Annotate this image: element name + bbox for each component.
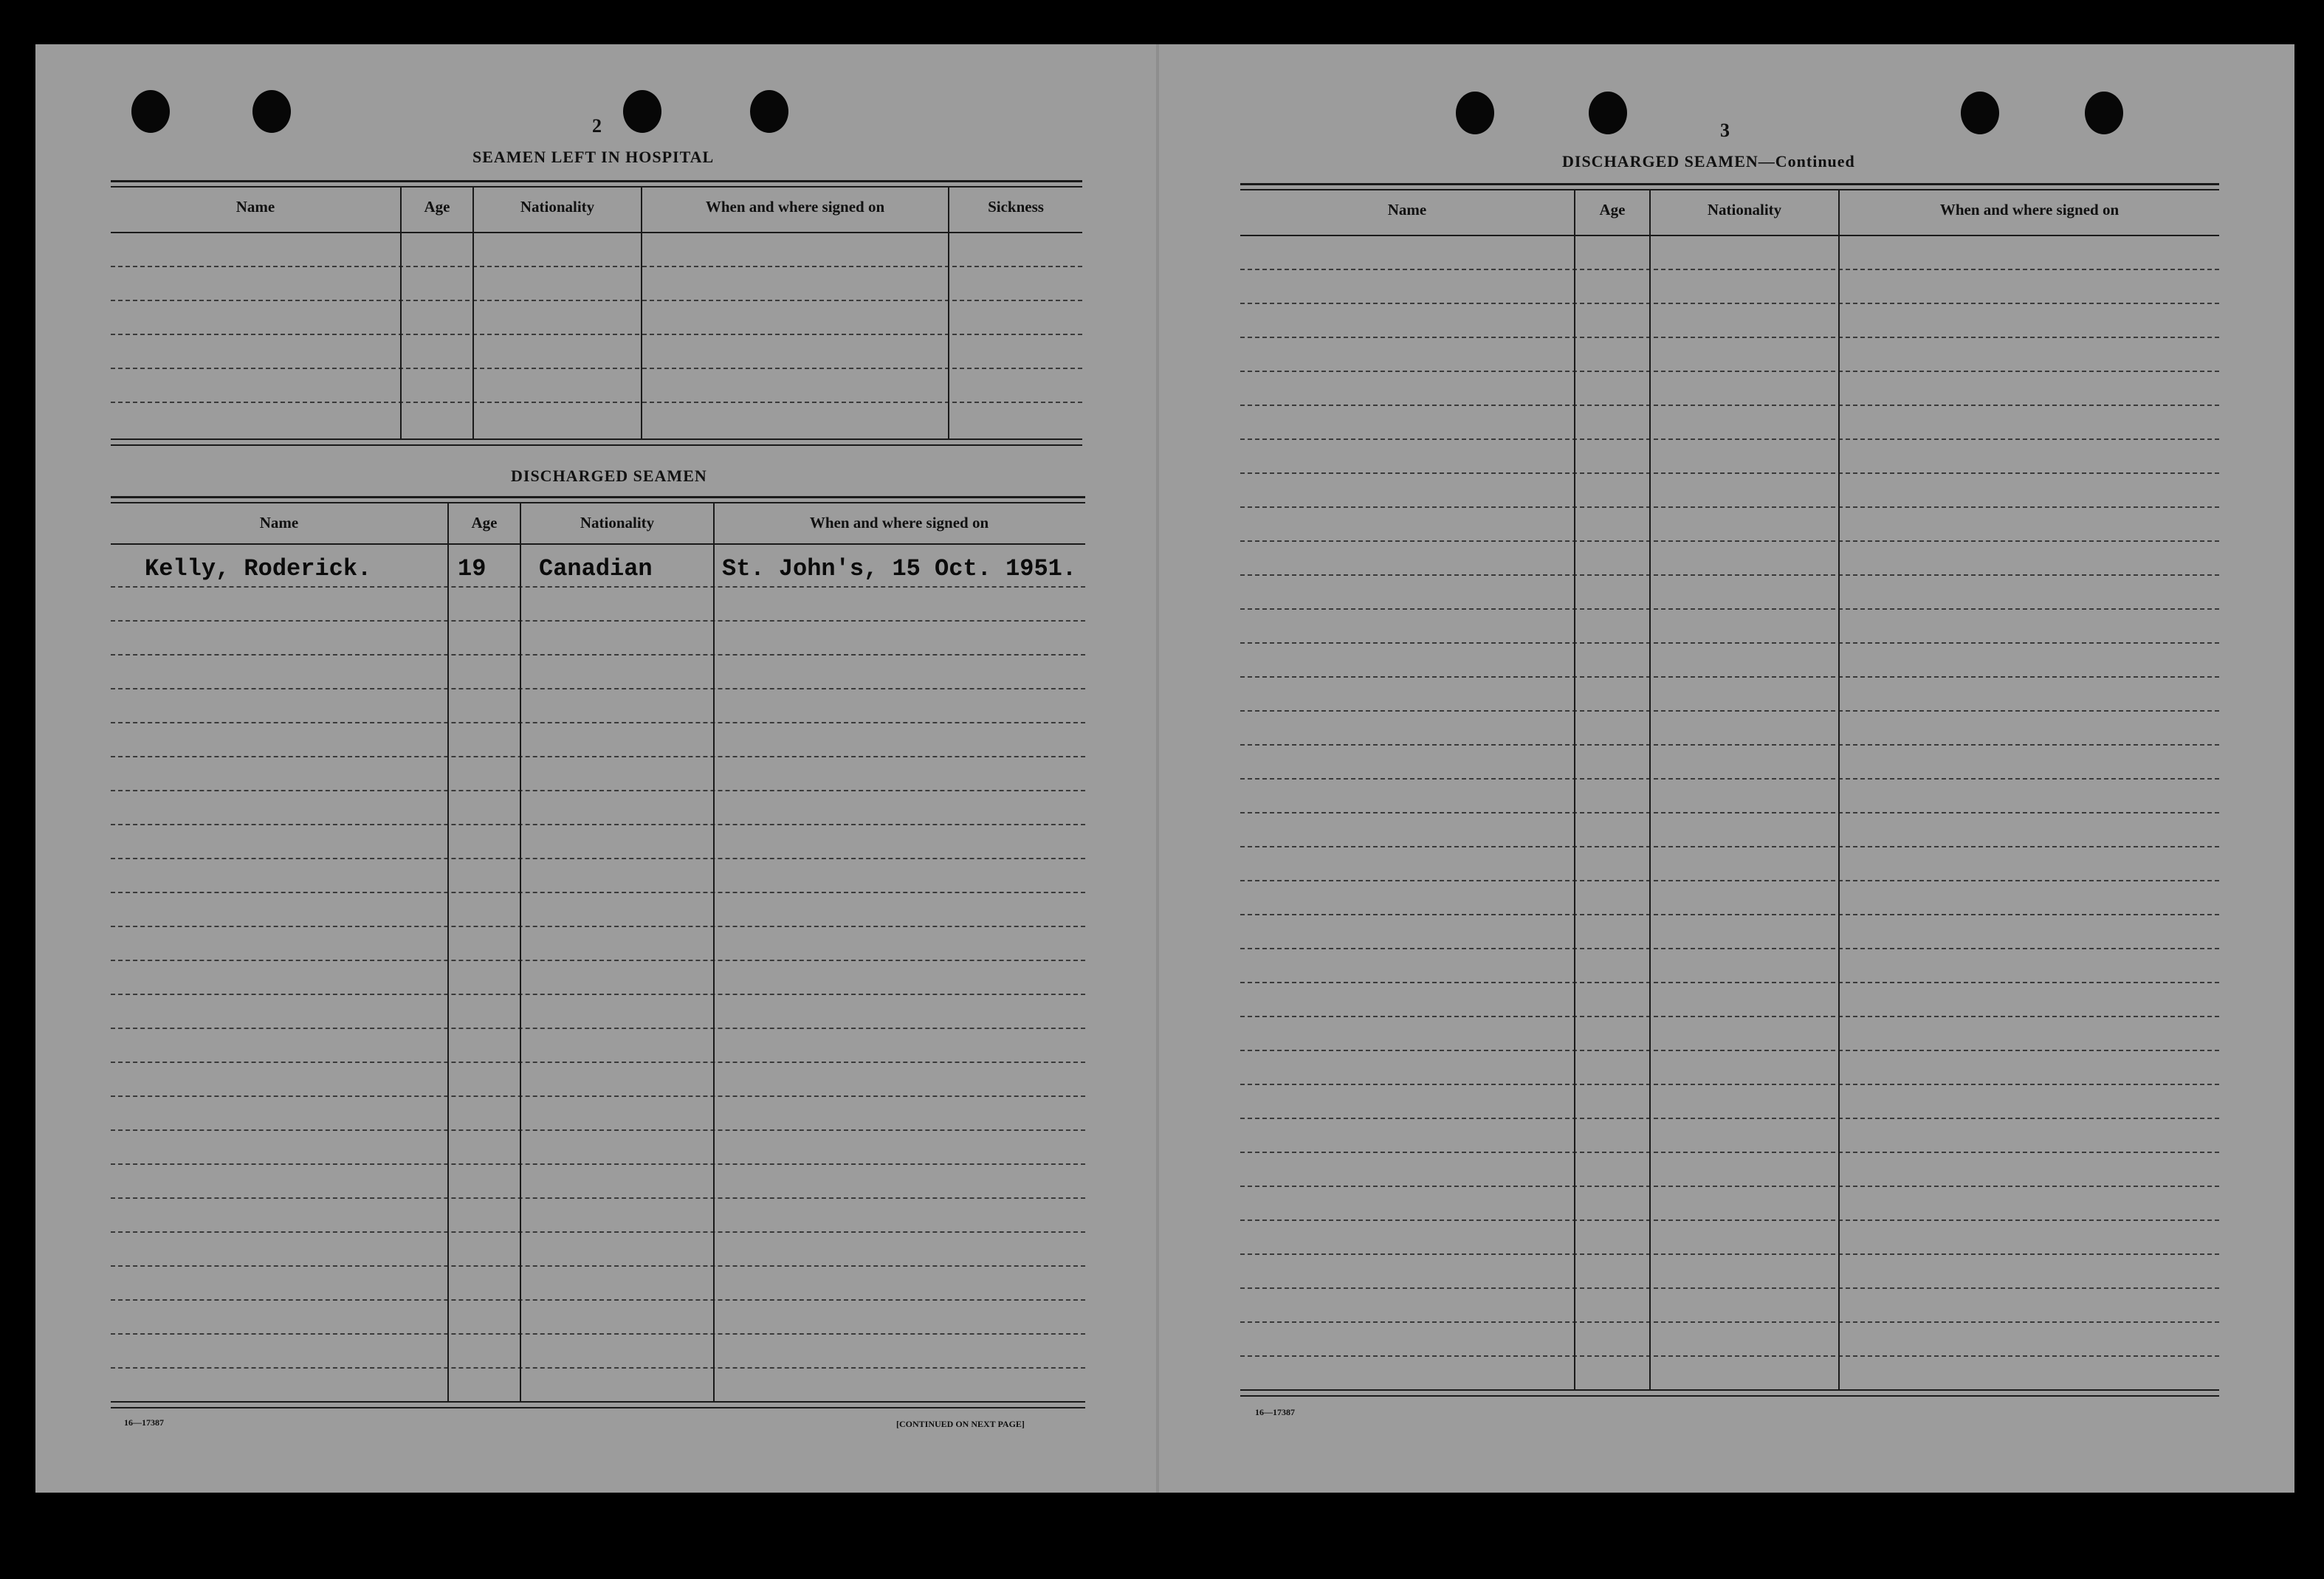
page-fold (1156, 44, 1159, 1493)
hospital-section-title: SEAMEN LEFT IN HOSPITAL (472, 148, 715, 166)
punch-hole (623, 90, 661, 133)
punch-hole (2085, 92, 2123, 134)
punch-hole (1589, 92, 1627, 134)
discharged-row-age: 19 (458, 555, 487, 582)
hospital-header-age: Age (424, 198, 450, 216)
discharged-row-nationality: Canadian (539, 555, 653, 582)
right-header-age: Age (1599, 201, 1626, 219)
right-header-nationality: Nationality (1707, 201, 1782, 219)
right-header-name: Name (1387, 201, 1427, 219)
punch-hole (131, 90, 170, 133)
right-page-number: 3 (1720, 120, 1730, 141)
hospital-header-signed-on: When and where signed on (705, 198, 885, 216)
discharged-row-name: Kelly, Roderick. (145, 555, 372, 582)
punch-hole (1961, 92, 1999, 134)
discharged-section-title: DISCHARGED SEAMEN (511, 467, 707, 485)
document-sheet (35, 44, 2294, 1493)
punch-hole (750, 90, 788, 133)
punch-hole (1456, 92, 1494, 134)
discharged-header-name: Name (259, 514, 299, 532)
punch-hole (252, 90, 291, 133)
hospital-header-nationality: Nationality (520, 198, 595, 216)
hospital-header-sickness: Sickness (988, 198, 1044, 216)
continued-note: [CONTINUED ON NEXT PAGE] (896, 1419, 1025, 1429)
right-section-title: DISCHARGED SEAMEN—Continued (1562, 152, 1855, 171)
left-form-number: 16—17387 (124, 1417, 164, 1428)
right-form-number: 16—17387 (1255, 1407, 1295, 1417)
discharged-header-age: Age (471, 514, 498, 532)
discharged-header-nationality: Nationality (580, 514, 655, 532)
right-header-signed-on: When and where signed on (1939, 201, 2120, 219)
discharged-row-signed-on: St. John's, 15 Oct. 1951. (722, 555, 1077, 582)
left-page-number: 2 (592, 115, 602, 137)
discharged-header-signed-on: When and where signed on (809, 514, 989, 532)
hospital-header-name: Name (236, 198, 275, 216)
